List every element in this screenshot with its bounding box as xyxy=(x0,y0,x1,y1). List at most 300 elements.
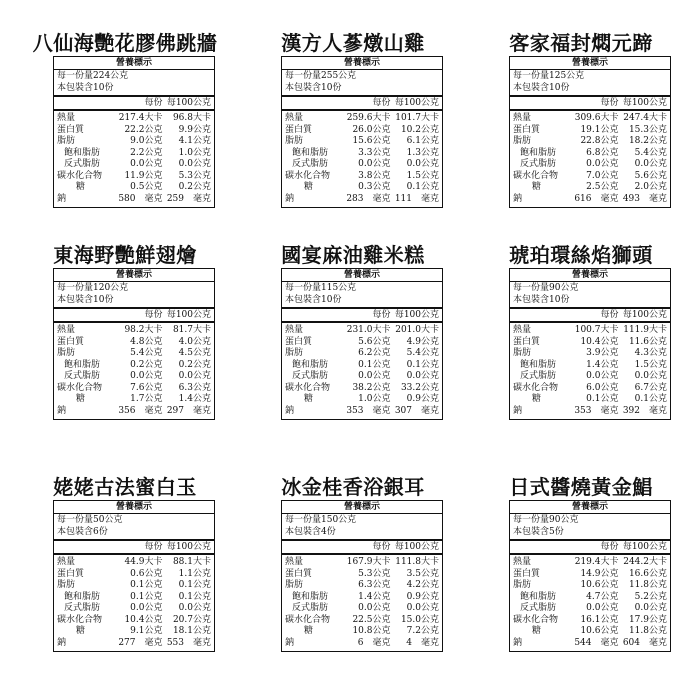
nutrient-rows xyxy=(510,555,670,651)
value-per-serving: 0.0公克 xyxy=(130,603,163,613)
value-per-100g: 111.9大卡 xyxy=(623,325,667,335)
col-per-100g: 每100公克 xyxy=(622,310,667,320)
nutrient-name: 反式脂肪 xyxy=(520,603,557,613)
nutrient-name: 蛋白質 xyxy=(285,568,313,579)
value-per-100g: 111 毫克 xyxy=(394,193,439,204)
nutrient-row xyxy=(282,638,442,650)
column-headers xyxy=(510,97,670,111)
value-per-100g: 493 毫克 xyxy=(622,193,667,204)
value-per-serving: 0.2公克 xyxy=(130,359,163,370)
product-title: 姥姥古法蜜白玉 xyxy=(53,475,197,499)
value-per-100g: 0.0公克 xyxy=(634,159,667,169)
col-per-100g: 每100公克 xyxy=(166,542,211,552)
nutrient-name: 鈉 xyxy=(57,637,67,648)
label-header: 營養標示 xyxy=(54,501,214,514)
nutrient-name: 脂肪 xyxy=(513,580,532,590)
serving-info xyxy=(282,514,442,541)
value-per-100g: 0.1公克 xyxy=(178,591,211,602)
nutrient-name: 熱量 xyxy=(285,113,304,123)
value-per-serving: 6.8公克 xyxy=(586,147,619,158)
nutrient-name: 反式脂肪 xyxy=(292,159,329,169)
nutrient-name: 脂肪 xyxy=(285,580,304,590)
nutrient-rows xyxy=(54,111,214,207)
value-per-serving: 26.0公克 xyxy=(352,124,391,135)
value-per-100g: 17.9公克 xyxy=(628,614,667,625)
value-per-serving: 356 毫克 xyxy=(118,405,163,416)
column-headers xyxy=(510,541,670,555)
value-per-serving: 309.6大卡 xyxy=(574,113,619,123)
value-per-serving: 10.8公克 xyxy=(352,626,391,636)
value-per-serving: 0.0公克 xyxy=(358,603,391,613)
nutrient-row xyxy=(510,171,670,183)
value-per-100g: 6.1公克 xyxy=(406,136,439,146)
value-per-100g: 11.8公克 xyxy=(628,626,667,636)
nutrient-name: 脂肪 xyxy=(57,580,76,590)
nutrient-name: 飽和脂肪 xyxy=(520,591,557,602)
value-per-serving: 1.4公克 xyxy=(358,591,391,602)
value-per-100g: 10.2公克 xyxy=(400,124,439,135)
value-per-serving: 219.4大卡 xyxy=(574,557,619,567)
value-per-100g: 1.1公克 xyxy=(178,568,211,579)
label-header: 營養標示 xyxy=(510,501,670,514)
value-per-serving: 22.5公克 xyxy=(352,614,391,625)
nutrient-rows xyxy=(54,555,214,651)
nutrient-name: 蛋白質 xyxy=(57,124,85,135)
col-per-serving: 每份 xyxy=(600,98,619,108)
nutrient-row xyxy=(282,348,442,360)
value-per-100g: 1.5公克 xyxy=(634,359,667,370)
nutrient-row xyxy=(510,592,670,604)
nutrient-row xyxy=(282,337,442,349)
value-per-100g: 1.5公克 xyxy=(406,170,439,181)
value-per-100g: 18.1公克 xyxy=(172,626,211,636)
column-headers xyxy=(282,97,442,111)
value-per-serving: 2.5公克 xyxy=(586,182,619,192)
nutrient-row xyxy=(510,337,670,349)
nutrient-row xyxy=(54,171,214,183)
value-per-100g: 201.0大卡 xyxy=(395,325,439,335)
value-per-serving: 5.6公克 xyxy=(358,336,391,347)
nutrient-name: 飽和脂肪 xyxy=(64,359,101,370)
value-per-100g: 6.3公克 xyxy=(178,382,211,393)
column-headers xyxy=(282,309,442,323)
col-per-serving: 每份 xyxy=(144,310,163,320)
value-per-100g: 4.5公克 xyxy=(178,348,211,358)
nutrient-name: 蛋白質 xyxy=(513,336,541,347)
nutrient-row xyxy=(282,569,442,581)
value-per-serving: 2.2公克 xyxy=(130,147,163,158)
value-per-serving: 0.1公克 xyxy=(130,591,163,602)
value-per-serving: 38.2公克 xyxy=(352,382,391,393)
nutrient-name: 脂肪 xyxy=(57,136,76,146)
column-headers xyxy=(282,541,442,555)
col-per-100g: 每100公克 xyxy=(166,98,211,108)
nutrient-row xyxy=(54,182,214,194)
value-per-100g: 2.0公克 xyxy=(634,182,667,192)
value-per-serving: 0.0公克 xyxy=(586,159,619,169)
nutrient-name: 反式脂肪 xyxy=(64,603,101,613)
value-per-serving: 7.0公克 xyxy=(586,170,619,181)
servings-per-package: 本包裝含10份 xyxy=(513,82,570,93)
value-per-serving: 4.7公克 xyxy=(586,591,619,602)
nutrition-label xyxy=(53,268,215,420)
nutrient-name: 糖 xyxy=(532,394,542,404)
servings-per-package: 本包裝含10份 xyxy=(285,82,342,93)
nutrient-name: 碳水化合物 xyxy=(57,382,103,393)
nutrient-row xyxy=(510,348,670,360)
nutrient-row xyxy=(510,569,670,581)
value-per-100g: 5.4公克 xyxy=(406,348,439,358)
product-card xyxy=(471,242,691,416)
value-per-100g: 4.1公克 xyxy=(178,136,211,146)
value-per-100g: 0.1公克 xyxy=(406,359,439,370)
nutrient-name: 飽和脂肪 xyxy=(292,359,329,370)
nutrient-name: 碳水化合物 xyxy=(285,614,331,625)
nutrient-name: 碳水化合物 xyxy=(513,382,559,393)
value-per-100g: 33.2公克 xyxy=(400,382,439,393)
value-per-serving: 15.6公克 xyxy=(352,136,391,146)
nutrient-rows xyxy=(282,111,442,207)
value-per-serving: 100.7大卡 xyxy=(574,325,619,335)
product-card xyxy=(15,242,235,416)
value-per-100g: 1.3公克 xyxy=(406,147,439,158)
value-per-100g: 5.2公克 xyxy=(634,591,667,602)
value-per-100g: 6.7公克 xyxy=(634,382,667,393)
value-per-100g: 16.6公克 xyxy=(628,568,667,579)
value-per-serving: 6.3公克 xyxy=(358,580,391,590)
value-per-serving: 6 毫克 xyxy=(357,637,391,648)
nutrient-name: 熱量 xyxy=(285,325,304,335)
nutrient-name: 鈉 xyxy=(513,405,523,416)
value-per-100g: 11.8公克 xyxy=(628,580,667,590)
product-title: 客家福封燜元蹄 xyxy=(509,31,653,55)
value-per-100g: 7.2公克 xyxy=(406,626,439,636)
nutrient-row xyxy=(282,159,442,171)
nutrient-row xyxy=(282,182,442,194)
value-per-100g: 259 毫克 xyxy=(166,193,211,204)
nutrient-name: 糖 xyxy=(532,182,542,192)
serving-info xyxy=(54,70,214,97)
nutrient-row xyxy=(282,360,442,372)
nutrient-row xyxy=(510,148,670,160)
serving-info xyxy=(510,70,670,97)
col-per-serving: 每份 xyxy=(372,542,391,552)
col-per-serving: 每份 xyxy=(372,310,391,320)
value-per-100g: 0.0公克 xyxy=(178,371,211,381)
value-per-100g: 81.7大卡 xyxy=(172,325,211,335)
product-card xyxy=(243,30,463,204)
value-per-serving: 0.0公克 xyxy=(130,371,163,381)
nutrient-row xyxy=(282,615,442,627)
nutrition-label xyxy=(53,500,215,652)
value-per-100g: 4.9公克 xyxy=(406,336,439,347)
nutrition-label xyxy=(281,500,443,652)
serving-size: 每一份量115公克 xyxy=(285,283,357,293)
nutrient-rows xyxy=(510,111,670,207)
nutrient-name: 糖 xyxy=(304,626,314,636)
nutrient-row xyxy=(510,325,670,337)
nutrient-row xyxy=(54,136,214,148)
col-per-serving: 每份 xyxy=(144,98,163,108)
nutrition-label xyxy=(281,56,443,208)
value-per-100g: 0.0公克 xyxy=(406,603,439,613)
nutrient-rows xyxy=(282,555,442,651)
value-per-serving: 1.7公克 xyxy=(130,394,163,404)
value-per-serving: 10.6公克 xyxy=(580,626,619,636)
nutrient-row xyxy=(510,113,670,125)
nutrient-name: 糖 xyxy=(304,182,314,192)
nutrient-row xyxy=(282,592,442,604)
value-per-100g: 4.3公克 xyxy=(634,348,667,358)
nutrient-name: 反式脂肪 xyxy=(292,603,329,613)
value-per-100g: 0.0公克 xyxy=(178,603,211,613)
product-title: 東海野艷鮮翅燴 xyxy=(53,243,197,267)
value-per-serving: 98.2大卡 xyxy=(124,325,163,335)
value-per-100g: 11.6公克 xyxy=(628,336,667,347)
serving-info xyxy=(282,282,442,309)
value-per-serving: 1.4公克 xyxy=(586,359,619,370)
value-per-100g: 111.8大卡 xyxy=(395,557,439,567)
nutrient-row xyxy=(510,182,670,194)
servings-per-package: 本包裝含10份 xyxy=(513,294,570,305)
nutrient-row xyxy=(54,569,214,581)
value-per-serving: 0.0公克 xyxy=(586,603,619,613)
product-title: 冰金桂香浴銀耳 xyxy=(281,475,425,499)
value-per-100g: 0.1公克 xyxy=(634,394,667,404)
value-per-100g: 247.4大卡 xyxy=(623,113,667,123)
column-headers xyxy=(510,309,670,323)
value-per-100g: 392 毫克 xyxy=(622,405,667,416)
value-per-100g: 9.9公克 xyxy=(178,124,211,135)
nutrient-name: 飽和脂肪 xyxy=(520,147,557,158)
nutrition-label xyxy=(281,268,443,420)
serving-size: 每一份量150公克 xyxy=(285,515,357,525)
value-per-serving: 9.1公克 xyxy=(130,626,163,636)
nutrient-name: 脂肪 xyxy=(513,348,532,358)
serving-size: 每一份量90公克 xyxy=(513,515,579,525)
value-per-serving: 22.2公克 xyxy=(124,124,163,135)
nutrient-row xyxy=(510,603,670,615)
value-per-100g: 0.9公克 xyxy=(406,591,439,602)
value-per-100g: 4.2公克 xyxy=(406,580,439,590)
nutrient-name: 蛋白質 xyxy=(57,336,85,347)
nutrient-name: 飽和脂肪 xyxy=(520,359,557,370)
nutrient-row xyxy=(510,194,670,206)
nutrient-name: 飽和脂肪 xyxy=(292,591,329,602)
value-per-serving: 0.1公克 xyxy=(130,580,163,590)
value-per-serving: 10.6公克 xyxy=(580,580,619,590)
nutrient-name: 反式脂肪 xyxy=(64,159,101,169)
value-per-serving: 7.6公克 xyxy=(130,382,163,393)
value-per-100g: 0.0公克 xyxy=(406,159,439,169)
label-header: 營養標示 xyxy=(54,57,214,70)
nutrient-row xyxy=(282,394,442,406)
col-per-serving: 每份 xyxy=(372,98,391,108)
value-per-serving: 0.0公克 xyxy=(358,159,391,169)
nutrient-row xyxy=(54,371,214,383)
value-per-100g: 604 毫克 xyxy=(622,637,667,648)
product-title: 琥珀環絲焰獅頭 xyxy=(509,243,653,267)
nutrient-row xyxy=(54,360,214,372)
value-per-serving: 16.1公克 xyxy=(580,614,619,625)
nutrient-row xyxy=(282,171,442,183)
value-per-100g: 4.0公克 xyxy=(178,336,211,347)
nutrient-row xyxy=(510,136,670,148)
serving-size: 每一份量50公克 xyxy=(57,515,123,525)
nutrient-name: 熱量 xyxy=(513,325,532,335)
value-per-serving: 353 毫克 xyxy=(574,405,619,416)
label-header: 營養標示 xyxy=(510,57,670,70)
value-per-100g: 15.3公克 xyxy=(628,124,667,135)
nutrient-row xyxy=(54,159,214,171)
nutrient-name: 碳水化合物 xyxy=(57,614,103,625)
nutrient-name: 鈉 xyxy=(513,193,523,204)
serving-info xyxy=(282,70,442,97)
servings-per-package: 本包裝含4份 xyxy=(285,526,336,537)
col-per-100g: 每100公克 xyxy=(394,310,439,320)
nutrient-name: 熱量 xyxy=(513,113,532,123)
nutrient-name: 鈉 xyxy=(285,637,295,648)
nutrient-rows xyxy=(510,323,670,419)
value-per-serving: 19.1公克 xyxy=(580,124,619,135)
value-per-serving: 167.9大卡 xyxy=(346,557,391,567)
nutrient-name: 碳水化合物 xyxy=(513,614,559,625)
product-title: 八仙海艷花膠佛跳牆 xyxy=(32,31,218,55)
nutrient-row xyxy=(54,626,214,638)
nutrient-name: 鈉 xyxy=(285,193,295,204)
servings-per-package: 本包裝含6份 xyxy=(57,526,108,537)
column-headers xyxy=(54,97,214,111)
value-per-serving: 5.3公克 xyxy=(358,568,391,579)
nutrient-name: 糖 xyxy=(76,394,86,404)
servings-per-package: 本包裝含10份 xyxy=(57,82,114,93)
serving-info xyxy=(54,282,214,309)
nutrition-label xyxy=(509,500,671,652)
nutrient-row xyxy=(54,337,214,349)
value-per-serving: 1.0公克 xyxy=(358,394,391,404)
value-per-100g: 0.1公克 xyxy=(406,182,439,192)
nutrient-row xyxy=(54,148,214,160)
nutrient-row xyxy=(510,557,670,569)
nutrient-row xyxy=(282,125,442,137)
serving-size: 每一份量255公克 xyxy=(285,71,357,81)
value-per-serving: 6.2公克 xyxy=(358,348,391,358)
value-per-100g: 20.7公克 xyxy=(172,614,211,625)
nutrient-name: 蛋白質 xyxy=(285,336,313,347)
nutrient-row xyxy=(282,194,442,206)
nutrient-name: 鈉 xyxy=(57,405,67,416)
nutrient-name: 反式脂肪 xyxy=(520,159,557,169)
nutrient-name: 鈉 xyxy=(285,405,295,416)
nutrient-row xyxy=(510,638,670,650)
serving-size: 每一份量224公克 xyxy=(57,71,129,81)
nutrient-row xyxy=(510,406,670,418)
value-per-serving: 3.9公克 xyxy=(586,348,619,358)
value-per-100g: 1.4公克 xyxy=(178,394,211,404)
value-per-serving: 14.9公克 xyxy=(580,568,619,579)
nutrient-name: 碳水化合物 xyxy=(285,382,331,393)
value-per-serving: 0.3公克 xyxy=(358,182,391,192)
value-per-serving: 0.0公克 xyxy=(358,371,391,381)
nutrient-row xyxy=(54,638,214,650)
nutrient-row xyxy=(54,592,214,604)
value-per-100g: 15.0公克 xyxy=(400,614,439,625)
column-headers xyxy=(54,309,214,323)
value-per-100g: 5.3公克 xyxy=(178,170,211,181)
value-per-100g: 0.0公克 xyxy=(634,371,667,381)
value-per-serving: 3.8公克 xyxy=(358,170,391,181)
value-per-100g: 553 毫克 xyxy=(166,637,211,648)
nutrient-name: 碳水化合物 xyxy=(57,170,103,181)
nutrient-row xyxy=(282,406,442,418)
serving-size: 每一份量90公克 xyxy=(513,283,579,293)
label-header: 營養標示 xyxy=(54,269,214,282)
nutrition-label xyxy=(53,56,215,208)
value-per-serving: 616 毫克 xyxy=(574,193,619,204)
nutrient-row xyxy=(54,348,214,360)
col-per-serving: 每份 xyxy=(600,542,619,552)
nutrition-label xyxy=(509,268,671,420)
column-headers xyxy=(54,541,214,555)
servings-per-package: 本包裝含10份 xyxy=(285,294,342,305)
nutrient-name: 鈉 xyxy=(57,193,67,204)
value-per-100g: 1.0公克 xyxy=(178,147,211,158)
nutrient-name: 糖 xyxy=(532,626,542,636)
product-card xyxy=(15,30,235,204)
value-per-serving: 277 毫克 xyxy=(118,637,163,648)
value-per-100g: 0.1公克 xyxy=(178,580,211,590)
nutrient-name: 飽和脂肪 xyxy=(64,147,101,158)
product-card xyxy=(243,474,463,648)
value-per-100g: 244.2大卡 xyxy=(623,557,667,567)
serving-info xyxy=(510,514,670,541)
nutrient-name: 熱量 xyxy=(513,557,532,567)
value-per-100g: 96.8大卡 xyxy=(172,113,211,123)
nutrient-row xyxy=(510,394,670,406)
value-per-100g: 5.6公克 xyxy=(634,170,667,181)
nutrient-rows xyxy=(282,323,442,419)
nutrient-row xyxy=(282,626,442,638)
value-per-100g: 88.1大卡 xyxy=(172,557,211,567)
value-per-serving: 0.6公克 xyxy=(130,568,163,579)
nutrient-row xyxy=(282,383,442,395)
nutrient-rows xyxy=(54,323,214,419)
value-per-serving: 11.9公克 xyxy=(124,170,163,181)
nutrient-row xyxy=(54,325,214,337)
value-per-100g: 5.4公克 xyxy=(634,147,667,158)
product-card xyxy=(471,474,691,648)
value-per-100g: 0.2公克 xyxy=(178,182,211,192)
nutrient-row xyxy=(282,136,442,148)
nutrient-row xyxy=(54,194,214,206)
serving-size: 每一份量120公克 xyxy=(57,283,129,293)
nutrient-row xyxy=(282,557,442,569)
value-per-serving: 0.0公克 xyxy=(586,371,619,381)
nutrient-row xyxy=(54,394,214,406)
value-per-serving: 9.0公克 xyxy=(130,136,163,146)
nutrient-row xyxy=(510,125,670,137)
value-per-serving: 10.4公克 xyxy=(124,614,163,625)
value-per-100g: 101.7大卡 xyxy=(395,113,439,123)
value-per-serving: 0.0公克 xyxy=(130,159,163,169)
nutrient-name: 脂肪 xyxy=(513,136,532,146)
value-per-100g: 0.2公克 xyxy=(178,359,211,370)
value-per-serving: 259.6大卡 xyxy=(346,113,391,123)
value-per-serving: 283 毫克 xyxy=(346,193,391,204)
value-per-serving: 0.1公克 xyxy=(358,359,391,370)
label-header: 營養標示 xyxy=(282,501,442,514)
col-per-100g: 每100公克 xyxy=(394,542,439,552)
